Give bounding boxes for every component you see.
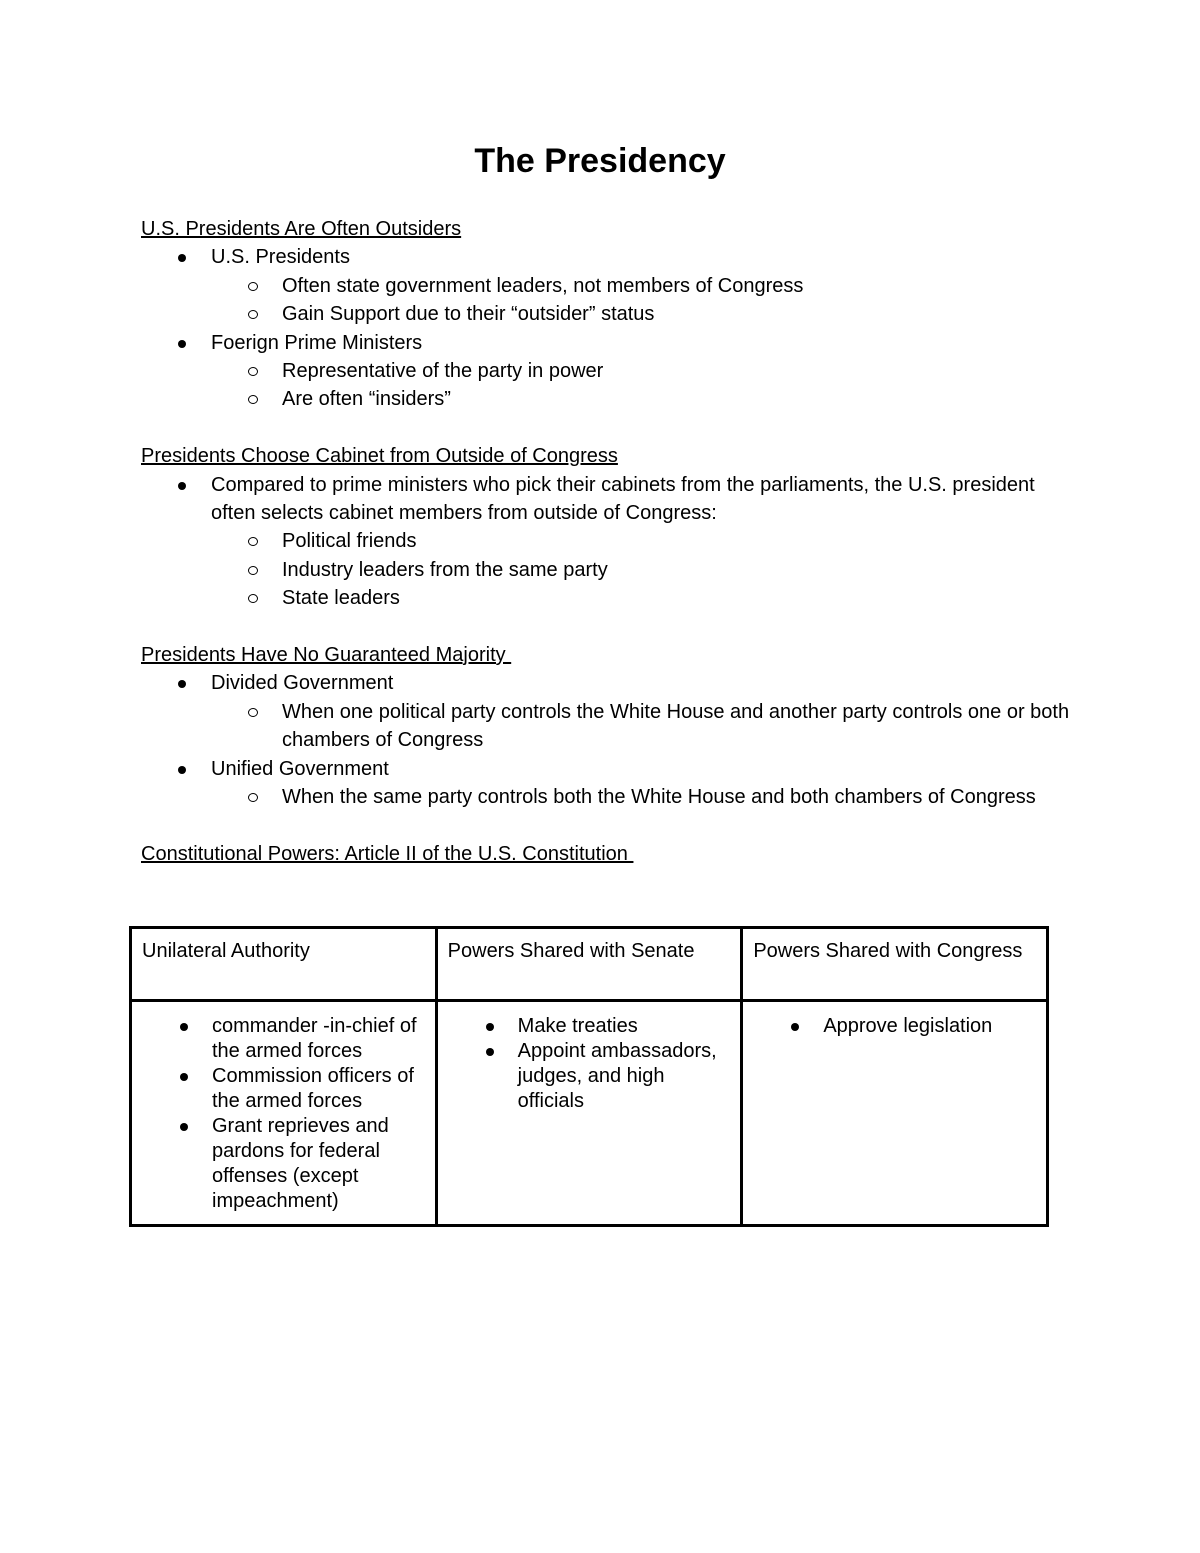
section-majority bbox=[141, 641, 1071, 811]
bullet-list bbox=[141, 471, 1071, 613]
page-title: The Presidency bbox=[474, 142, 726, 180]
sub-list-item: Political friends bbox=[211, 527, 1071, 555]
sub-list-item: State leaders bbox=[211, 584, 1071, 612]
cell-list-item: commander -in-chief of the armed forces bbox=[142, 1014, 425, 1064]
sub-list-item: Often state government leaders, not members of Congress bbox=[211, 272, 1071, 300]
sub-list-item: When the same party controls both the White House and both chambers of Congress bbox=[211, 783, 1071, 811]
list-item bbox=[141, 755, 1071, 812]
sub-bullet-list bbox=[211, 527, 1071, 612]
list-item bbox=[141, 243, 1071, 328]
list-item bbox=[141, 329, 1071, 414]
cell-list-item: Commission officers of the armed forces bbox=[142, 1064, 425, 1114]
table-row bbox=[131, 1001, 1048, 1226]
list-item bbox=[141, 669, 1071, 754]
cell-bullet-list bbox=[753, 1014, 1036, 1039]
table-header-cell: Powers Shared with Senate bbox=[436, 928, 742, 1001]
sub-list-item: Representative of the party in power bbox=[211, 357, 1071, 385]
list-item-text: U.S. Presidents bbox=[211, 246, 350, 269]
sub-list-item: Gain Support due to their “outsider” status bbox=[211, 300, 1071, 328]
section-outsiders bbox=[141, 215, 1071, 414]
table-header-cell: Powers Shared with Congress bbox=[742, 928, 1048, 1001]
document-body bbox=[141, 215, 1071, 897]
list-item-text: Unified Government bbox=[211, 757, 389, 780]
sub-bullet-list bbox=[211, 783, 1071, 811]
section-heading: Presidents Have No Guaranteed Majority bbox=[141, 644, 512, 667]
cell-list-item: Make treaties bbox=[448, 1014, 731, 1039]
bullet-list bbox=[141, 243, 1071, 413]
powers-table bbox=[129, 926, 1049, 1227]
table-cell bbox=[131, 1001, 437, 1226]
sub-list-item: Are often “insiders” bbox=[211, 385, 1071, 413]
cell-list-item: Grant reprieves and pardons for federal offenses (except impeachment) bbox=[142, 1114, 425, 1214]
section-cabinet bbox=[141, 442, 1071, 612]
sub-bullet-list bbox=[211, 272, 1071, 329]
sub-list-item: When one political party controls the White House and another party controls one or both chambers of Congress bbox=[211, 698, 1071, 755]
table-header-row bbox=[131, 928, 1048, 1001]
section-heading: Presidents Choose Cabinet from Outside of Congress bbox=[141, 445, 618, 468]
sub-bullet-list bbox=[211, 698, 1071, 755]
table-header-cell: Unilateral Authority bbox=[131, 928, 437, 1001]
cell-bullet-list bbox=[448, 1014, 731, 1114]
bullet-list bbox=[141, 669, 1071, 811]
sub-bullet-list bbox=[211, 357, 1071, 414]
list-item bbox=[141, 471, 1071, 613]
list-item-text: Divided Government bbox=[211, 672, 394, 695]
cell-list-item: Appoint ambassadors, judges, and high officials bbox=[448, 1039, 731, 1114]
section-heading: U.S. Presidents Are Often Outsiders bbox=[141, 218, 462, 240]
list-item-text: Foerign Prime Ministers bbox=[211, 331, 423, 354]
cell-list-item: Approve legislation bbox=[753, 1014, 1036, 1039]
section-constitutional-powers bbox=[141, 840, 1071, 868]
sub-list-item: Industry leaders from the same party bbox=[211, 556, 1071, 584]
table-cell bbox=[742, 1001, 1048, 1226]
section-heading: Constitutional Powers: Article II of the U.S. Constitution bbox=[141, 842, 634, 865]
list-item-text: Compared to prime ministers who pick their cabinets from the parliaments, the U.S. president often selects cabinet members from outside of Congress: bbox=[211, 473, 1035, 525]
table-cell bbox=[436, 1001, 742, 1226]
cell-bullet-list bbox=[142, 1014, 425, 1214]
